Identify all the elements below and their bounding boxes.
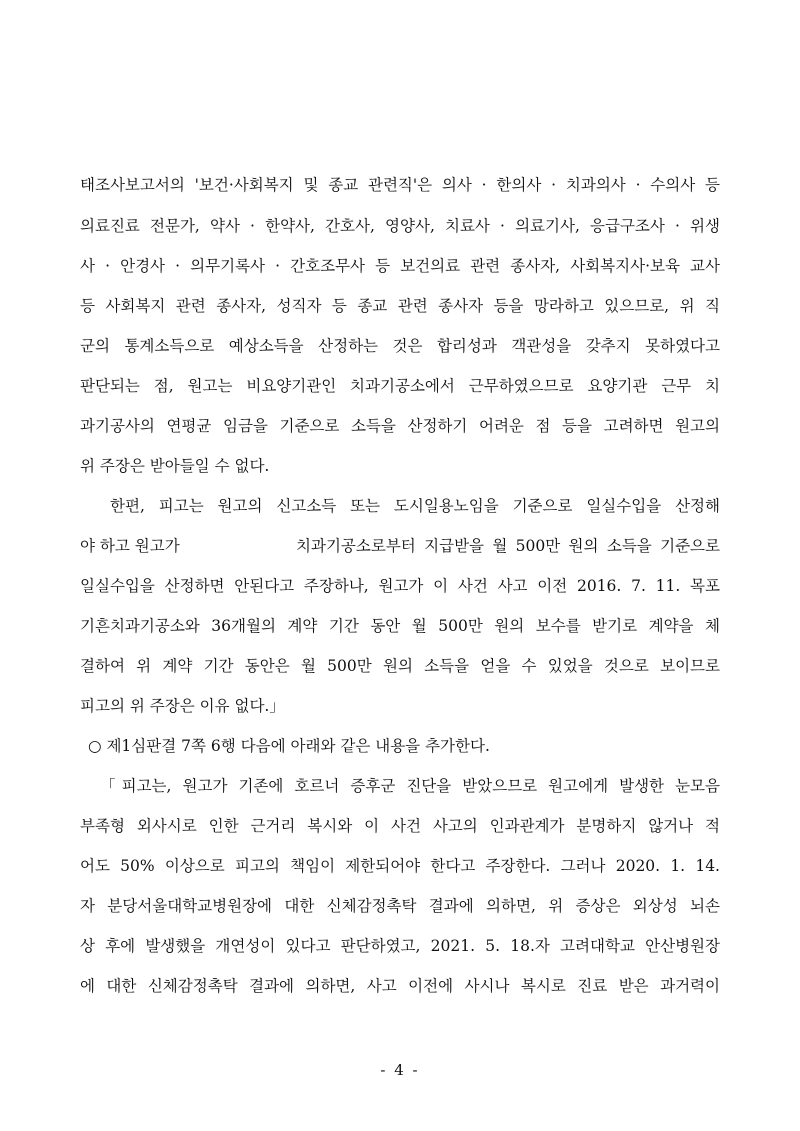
text-line: 에 대한 신체감정촉탁 결과에 의하면, 사고 이전에 사시나 복시로 진료 받은 과거력이: [80, 977, 720, 995]
text-line-redacted-end: 치과기공소로부터 지급받을 월 500만 원의 소득을 기준으로: [296, 537, 720, 555]
bullet-item: ○ 제1심판결 7쪽 6행 다음에 아래와 같은 내용을 추가한다.: [88, 737, 490, 755]
text-line: 사 · 안경사 · 의무기록사 · 간호조무사 등 보건의료 관련 종사자, 사회복지사·보육 교사: [80, 257, 720, 275]
text-line: 상 후에 발생했을 개연성이 있다고 판단하였고, 2021. 5. 18.자 고려대학교 안산병원장: [80, 937, 720, 955]
paragraph-start-line: 한편, 피고는 원고의 신고소득 또는 도시일용노임을 기준으로 일실수입을 산정해: [110, 497, 720, 515]
text-line: 위 주장은 받아들일 수 없다.: [80, 457, 270, 475]
paragraph-start-line: 「피고는, 원고가 기존에 호르너 증후군 진단을 받았으므로 원고에게 발생한 눈모음: [100, 777, 720, 795]
text-line: 일실수입을 산정하면 안된다고 주장하나, 원고가 이 사건 사고 이전 2016. 7. 11. 목포: [80, 577, 720, 595]
text-line: 자 분당서울대학교병원장에 대한 신체감정촉탁 결과에 의하면, 위 증상은 외상성 뇌손: [80, 897, 720, 915]
text-line: 피고의 위 주장은 이유 없다.」: [80, 697, 285, 715]
text-line: 부족형 외사시로 인한 근거리 복시와 이 사건 사고의 인과관계가 분명하지 않거나 적: [80, 817, 720, 835]
text-line: 과기공사의 연평균 임금을 기준으로 소득을 산정하기 어려운 점 등을 고려하면 원고의: [80, 417, 720, 435]
page-number: - 4 -: [380, 1061, 420, 1079]
text-line: 군의 통계소득으로 예상소득을 산정하는 것은 합리성과 객관성을 갖추지 못하였다고: [80, 337, 720, 355]
text-line: 결하여 위 계약 기간 동안은 월 500만 원의 소득을 얻을 수 있었을 것으로 보이므로: [80, 657, 720, 675]
text-line-redacted-start: 야 하고 원고가: [80, 537, 180, 555]
text-line: 어도 50% 이상으로 피고의 책임이 제한되어야 한다고 주장한다. 그러나 2020. 1. 14.: [80, 857, 720, 875]
text-line: 기흔치과기공소와 36개월의 계약 기간 동안 월 500만 원의 보수를 받기로 계약을 체: [80, 617, 720, 635]
text-line: 의료진료 전문가, 약사 · 한약사, 간호사, 영양사, 치료사 · 의료기사, 응급구조사 · 위생: [80, 217, 720, 235]
text-line: 등 사회복지 관련 종사자, 성직자 등 종교 관련 종사자 등을 망라하고 있으므로, 위 직: [80, 297, 720, 315]
text-line: 판단되는 점, 원고는 비요양기관인 치과기공소에서 근무하였으므로 요양기관 근무 치: [80, 377, 720, 395]
text-line: 태조사보고서의 '보건·사회복지 및 종교 관련직'은 의사 · 한의사 · 치과의사 · 수의사 등: [80, 176, 720, 194]
